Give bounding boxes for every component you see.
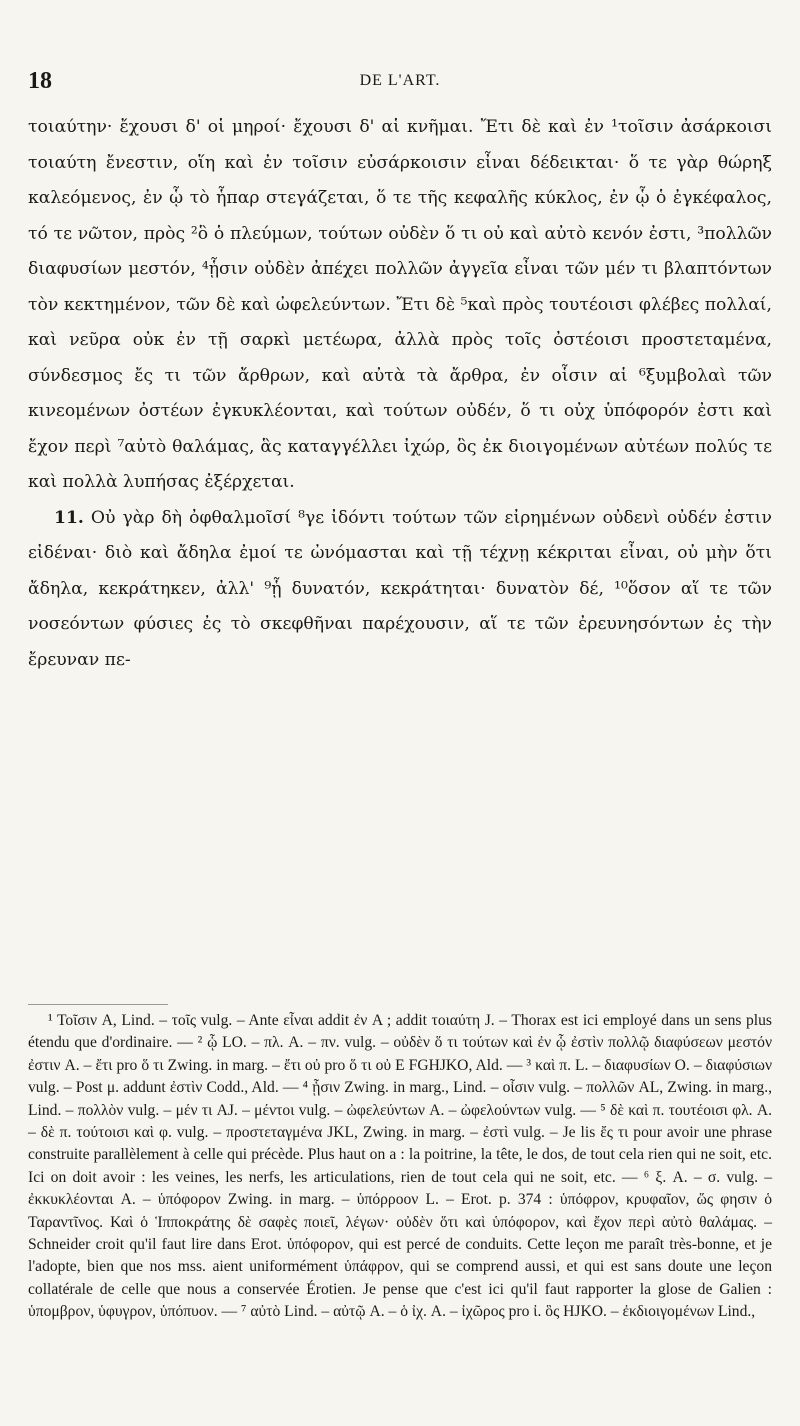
footnote-text: ¹ Τοῖσιν A, Lind. – τοῖς vulg. – Ante εἶναι addit ἐν A ; addit τοιαύτη J. – Thorax est ici employé dans un sens plus étendu que d'ordinaire. — ² ᾧ LO. – πλ. A. – πν. vulg. – οὐδὲν ὅ τι τούτων καὶ ἐν ᾧ ἐστὶν πολλῷ διαφύσεων μεστόν ἐστιν A. – ἔτι pro ὅ τι Zwing. in marg. – ἔτι οὐ pro ὅ τι οὐ E FGHJKO, Ald. — ³ καὶ π. L. – διαφυσίων O. – διαφύσιων vulg. – Post μ. addunt ἐστὶν Codd., Ald. — ⁴ ᾗσιν Zwing. in marg., Lind. – οἷσιν vulg. – πολλῶν AL, Zwing. in marg., Lind. – πολλὸν vulg. – μέν τι AJ. – μέντοι vulg. – ὠφελεύντων A. – ὠφελούντων vulg. — ⁵ δὲ καὶ π. τουτέοισι φλ. A. – δὲ π. τούτοισι καὶ φ. vulg. – προστεταγμένα JKL, Zwing. in marg. – ἐστὶ vulg. – Je lis ἔς τι pour avoir une phrase construite parallèlement à celle qui précède. Plus haut on a : la poitrine, la tête, le dos, de tout cela rien qui ne soit, etc. Ici on doit avoir : les veines, les nerfs, les articulations, rien de tout cela qui ne soit, etc. — ⁶ ξ. A. – σ. vulg. – ἐκκυκλέονται A. – ὑπόφορον Zwing. in marg. – ὑπόρροον L. – Erot. p. 374 : ὑπόφρον, κρυφαῖον, ὥς φησιν ὁ Ταραντῖνος. Καὶ ὁ Ἱπποκράτης δὲ σαφὲς ποιεῖ, λέγων· οὐδὲν ὅτι καὶ ὑπόφορον, καὶ ἔχον περὶ αὐτὸ θαλάμας. – Schneider croit qu'il faut lire dans Erot. ὑπόφορον, qui est percé de conduits. Cette leçon me paraît très-bonne, et je l'adopte, bien que nos mss. aient uniformément ὑπάφρον, qui se comprend aussi, et qui est sans doute une leçon collatérale de celle que nous a conservée Érotien. Je pense que c'est ici qu'il faut rapporter la glose de Galien : ὑπομβρον, ὑφυγρον, ὑπόπυον. — ⁷ αὐτὸ Lind. – αὐτῷ A. – ὁ ἰχ. A. – ἰχῶρος pro ἰ. ὃς HJKO. – ἐκδιοιγομένων Lind., — [28, 1012, 772, 1321]
paragraph-2: Οὐ γὰρ δὴ ὀφθαλμοῖσί ⁸γε ἰδόντι τούτων τῶν εἰρημένων οὐδενὶ οὐδέν ἐστιν εἰδέναι· διὸ καὶ ἄδηλα ἐμοί τε ὠνόμασται καὶ τῇ τέχνῃ κέκριται εἶναι, οὐ μὴν ὅτι ἄδηλα, κεκράτηκεν, ἀλλ' ⁹ᾗ δυνατόν, κεκράτηται· δυνατὸν δέ, ¹⁰ὅσον αἵ τε τῶν νοσεόντων φύσιες ἐς τὸ σκεφθῆναι παρέχουσιν, αἵ τε τῶν ἐρευνησόντων ἐς τὴν ἔρευναν πε- — [28, 507, 772, 670]
footnote-divider — [28, 1004, 168, 1005]
page-header — [28, 68, 772, 96]
paragraph-2-block — [28, 501, 772, 679]
running-title: DE L'ART. — [359, 72, 441, 89]
footnotes — [28, 1010, 772, 1324]
section-number: 11. — [54, 507, 84, 528]
paragraph-1: τοιαύτην· ἔχουσι δ' οἱ μηροί· ἔχουσι δ' αἱ κνῆμαι. Ἔτι δὲ καὶ ἐν ¹τοῖσιν ἀσάρκοισι τοιαύτη ἔνεστιν, οἵη καὶ ἐν τοῖσιν εὐσάρκοισιν εἶναι δέδεικται· ὅ τε γὰρ θώρηξ καλεόμενος, ἐν ᾧ τὸ ἧπαρ στεγάζεται, ὅ τε τῆς κεφαλῆς κύκλος, ἐν ᾧ ὁ ἐγκέφαλος, τό τε νῶτον, πρὸς ²ὃ ὁ πλεύμων, τούτων οὐδὲν ὅ τι οὐ καὶ αὐτὸ κενόν ἐστι, ³πολλῶν διαφυσίων μεστόν, ⁴ᾗσιν οὐδὲν ἀπέχει πολλῶν ἀγγεῖα εἶναι τῶν μέν τι βλαπτόντων τὸν κεκτημένον, τῶν δὲ καὶ ὠφελεύντων. Ἔτι δὲ ⁵καὶ πρὸς τουτέοισι φλέβες πολλαί, καὶ νεῦρα οὐκ ἐν τῇ σαρκὶ μετέωρα, ἀλλὰ πρὸς τοῖς ὀστέοισι προστεταμένα, σύνδεσμος ἔς τι τῶν ἄρθρων, καὶ αὐτὰ τὰ ἄρθρα, ἐν οἷσιν αἱ ⁶ξυμβολαὶ τῶν κινεομένων ὀστέων ἐγκυκλέονται, καὶ τούτων οὐδέν, ὅ τι οὐχ ὑπόφορόν ἐστι καὶ ἔχον περὶ ⁷αὐτὸ θαλάμας, ἃς καταγγέλλει ἰχώρ, ὃς ἐκ διοιγομένων αὐτέων πολύς τε καὶ πολλὰ λυπήσας ἐξέρχεται. — [28, 117, 772, 492]
main-text — [28, 110, 772, 678]
page-number: 18 — [28, 68, 52, 94]
